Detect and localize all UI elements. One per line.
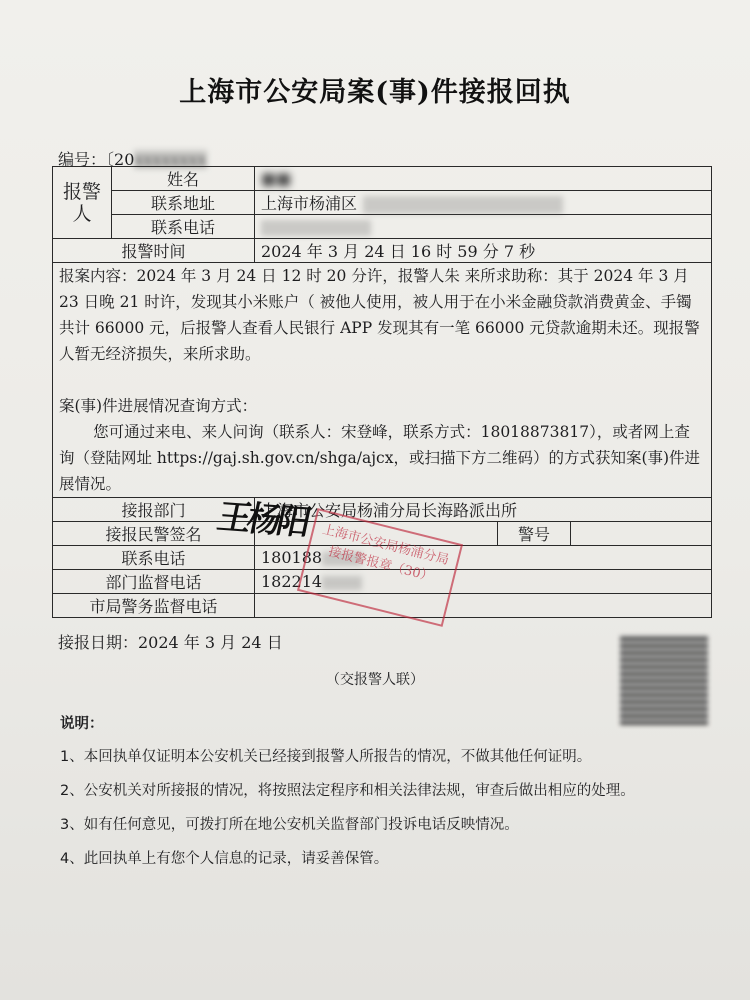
- copy-note: （交报警人联）: [326, 672, 424, 688]
- supervise-value: 182214: [255, 570, 712, 594]
- address-label: 联系地址: [112, 191, 255, 215]
- badge-value: [571, 522, 712, 545]
- reporter-side-label: 报警人: [53, 167, 112, 239]
- note-item: 4、此回执单上有您个人信息的记录，请妥善保管。: [60, 851, 389, 867]
- progress-heading: 案(事)件进展情况查询方式：: [59, 397, 258, 415]
- contact-phone-value: 180188: [255, 546, 712, 570]
- progress-text: 您可通过来电、来人问询（联系人：宋登峰，联系方式：18018873817），或者网上查询（登陆网址 https://gaj.sh.gov.cn/shga/ajcx，或扫描下方二维码）的方式获知案(事)件进展情况。: [59, 423, 701, 493]
- report-time-label: 报警时间: [53, 239, 255, 263]
- serial-redacted: xxxxxxxx: [134, 150, 207, 169]
- phone-value: [255, 215, 712, 239]
- badge-label: 警号: [498, 522, 571, 545]
- city-supervise-label: 市局警务监督电话: [53, 594, 255, 618]
- dept-label: 接报部门: [53, 498, 255, 522]
- note-item: 1、本回执单仅证明本公安机关已经接到报警人所报告的情况，不做其他任何证明。: [60, 749, 592, 765]
- address-value: 上海市杨浦区: [255, 191, 712, 215]
- report-content: 报案内容：2024 年 3 月 24 日 12 时 20 分许，报警人朱 来所求助称：其于 2024 年 3 月 23 日晚 21 时许，发现其小米账户（ 被他人使用，被人用于在小米金融贷款消费黄金、手镯共计 66000 元，后报警人查看人民银行 APP 发现其有一笔 66000 元贷款逾期未还。现报警人暂无经济损失，来所求助。: [59, 267, 700, 363]
- content-cell: [53, 263, 712, 498]
- supervise-label: 部门监督电话: [53, 570, 255, 594]
- document-title: 上海市公安局案(事)件接报回执: [179, 77, 571, 108]
- dept-value: 上海市公安局杨浦分局长海路派出所: [255, 498, 712, 522]
- name-label: 姓名: [112, 167, 255, 191]
- police-seal-stamp: 上海市公安局杨浦分局 接报警报章（30）: [297, 508, 463, 627]
- report-time-value: 2024 年 3 月 24 日 16 时 59 分 7 秒: [255, 239, 712, 263]
- receive-date: 接报日期：2024 年 3 月 24 日: [58, 633, 283, 652]
- notes-heading: 说明：: [60, 716, 104, 732]
- serial-label: 编号：〔: [58, 150, 115, 169]
- officer-signature: 王杨阳: [213, 496, 311, 544]
- phone-label: 联系电话: [112, 215, 255, 239]
- contact-phone-label: 联系电话: [53, 546, 255, 570]
- name-value: ■■: [255, 167, 712, 191]
- officer-label: 接报民警签名: [53, 522, 255, 546]
- notes-section: [60, 712, 740, 881]
- note-item: 3、如有任何意见，可拨打所在地公安机关监督部门投诉电话反映情况。: [60, 817, 519, 833]
- serial-visible: 20: [114, 150, 135, 169]
- note-item: 2、公安机关对所接报的情况，将按照法定程序和相关法律法规，审查后做出相应的处理。: [60, 783, 635, 799]
